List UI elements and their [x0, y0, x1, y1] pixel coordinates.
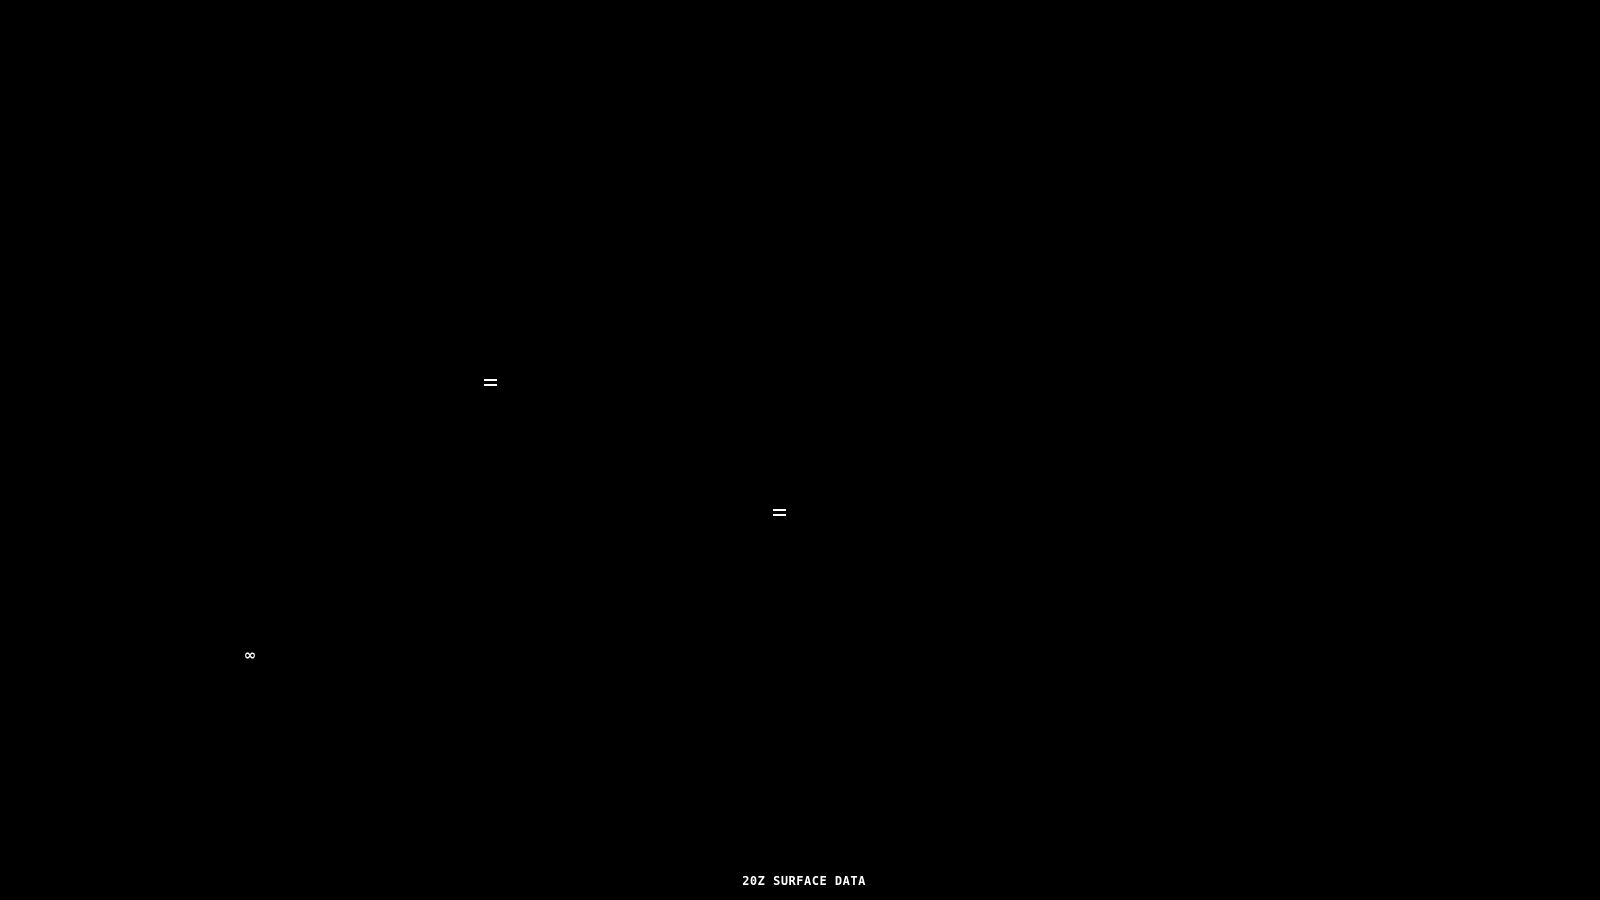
mist-bar-bottom — [773, 514, 786, 516]
mist-symbol — [773, 509, 786, 516]
mist-bar-top — [484, 379, 497, 381]
haze-symbol: ∞ — [243, 646, 257, 664]
plot-caption: 20Z SURFACE DATA — [742, 874, 866, 888]
mist-bar-top — [773, 509, 786, 511]
mist-symbol — [484, 379, 497, 386]
mist-bar-bottom — [484, 384, 497, 386]
